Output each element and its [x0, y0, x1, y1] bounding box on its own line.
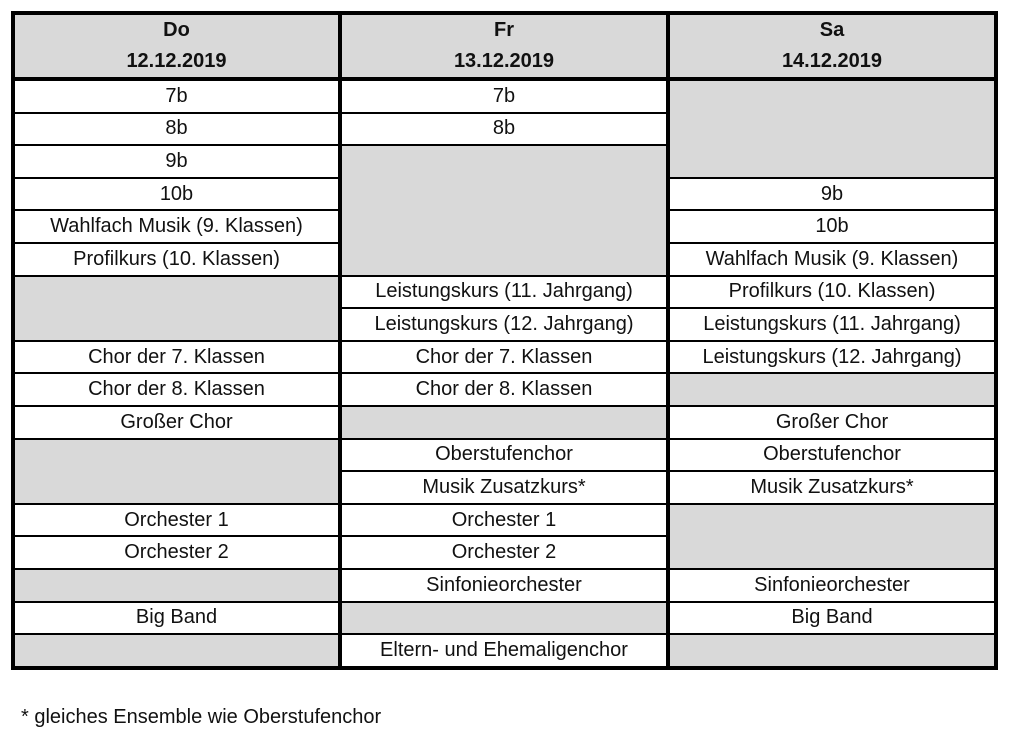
table-cell: Orchester 2	[13, 536, 340, 569]
table-cell: Leistungskurs (12. Jahrgang)	[668, 341, 996, 374]
empty-cell	[668, 634, 996, 668]
table-row	[13, 602, 996, 635]
table-cell: 7b	[13, 79, 340, 113]
table-cell: Profilkurs (10. Klassen)	[668, 276, 996, 309]
empty-cell	[13, 634, 340, 668]
table-row	[13, 406, 996, 439]
table-cell: Chor der 8. Klassen	[13, 373, 340, 406]
empty-cell	[13, 439, 340, 504]
empty-cell	[668, 79, 996, 178]
header-day: Sa	[819, 19, 845, 41]
header-date: 14.12.2019	[781, 50, 883, 72]
rehearsal-schedule-table	[11, 11, 998, 670]
empty-cell	[340, 602, 668, 635]
empty-cell	[13, 276, 340, 341]
table-cell: Chor der 7. Klassen	[340, 341, 668, 374]
table-row	[13, 569, 996, 602]
schedule-body	[13, 79, 996, 668]
header-row	[13, 13, 996, 79]
table-row	[13, 373, 996, 406]
table-cell: Orchester 1	[340, 504, 668, 537]
empty-cell	[340, 145, 668, 275]
table-cell: Leistungskurs (12. Jahrgang)	[340, 308, 668, 341]
table-row	[13, 504, 996, 537]
header-day: Do	[163, 19, 190, 41]
table-cell: Wahlfach Musik (9. Klassen)	[668, 243, 996, 276]
table-cell: Oberstufenchor	[668, 439, 996, 472]
table-row	[13, 79, 996, 113]
table-cell: Profilkurs (10. Klassen)	[13, 243, 340, 276]
table-cell: Musik Zusatzkurs*	[340, 471, 668, 504]
footnote: * gleiches Ensemble wie Oberstufenchor	[21, 706, 382, 728]
table-cell: Musik Zusatzkurs*	[668, 471, 996, 504]
table-cell: Big Band	[668, 602, 996, 635]
table-cell: Eltern- und Ehemaligenchor	[340, 634, 668, 668]
table-cell: Leistungskurs (11. Jahrgang)	[340, 276, 668, 309]
table-cell: Wahlfach Musik (9. Klassen)	[13, 210, 340, 243]
header-day: Fr	[494, 19, 514, 41]
table-cell: Oberstufenchor	[340, 439, 668, 472]
empty-cell	[668, 373, 996, 406]
empty-cell	[668, 504, 996, 569]
table-cell: Chor der 7. Klassen	[13, 341, 340, 374]
table-row	[13, 341, 996, 374]
table-cell: 9b	[668, 178, 996, 211]
column-header-saturday	[668, 13, 996, 79]
header-date: 12.12.2019	[126, 50, 227, 72]
column-header-thursday	[13, 13, 340, 79]
column-header-friday	[340, 13, 668, 79]
table-cell: 8b	[13, 113, 340, 146]
table-cell: Leistungskurs (11. Jahrgang)	[668, 308, 996, 341]
table-cell: Großer Chor	[13, 406, 340, 439]
table-cell: Großer Chor	[668, 406, 996, 439]
table-cell: 9b	[13, 145, 340, 178]
empty-cell	[340, 406, 668, 439]
table-row	[13, 439, 996, 472]
table-row	[13, 634, 996, 668]
table-cell: Orchester 2	[340, 536, 668, 569]
table-cell: Orchester 1	[13, 504, 340, 537]
table-cell: Chor der 8. Klassen	[340, 373, 668, 406]
table-cell: Big Band	[13, 602, 340, 635]
table-cell: 10b	[668, 210, 996, 243]
table-cell: Sinfonieorchester	[668, 569, 996, 602]
table-row	[13, 276, 996, 309]
table-cell: Sinfonieorchester	[340, 569, 668, 602]
table-cell: 10b	[13, 178, 340, 211]
table-cell: 7b	[340, 79, 668, 113]
header-date: 13.12.2019	[453, 50, 555, 72]
table-cell: 8b	[340, 113, 668, 146]
empty-cell	[13, 569, 340, 602]
